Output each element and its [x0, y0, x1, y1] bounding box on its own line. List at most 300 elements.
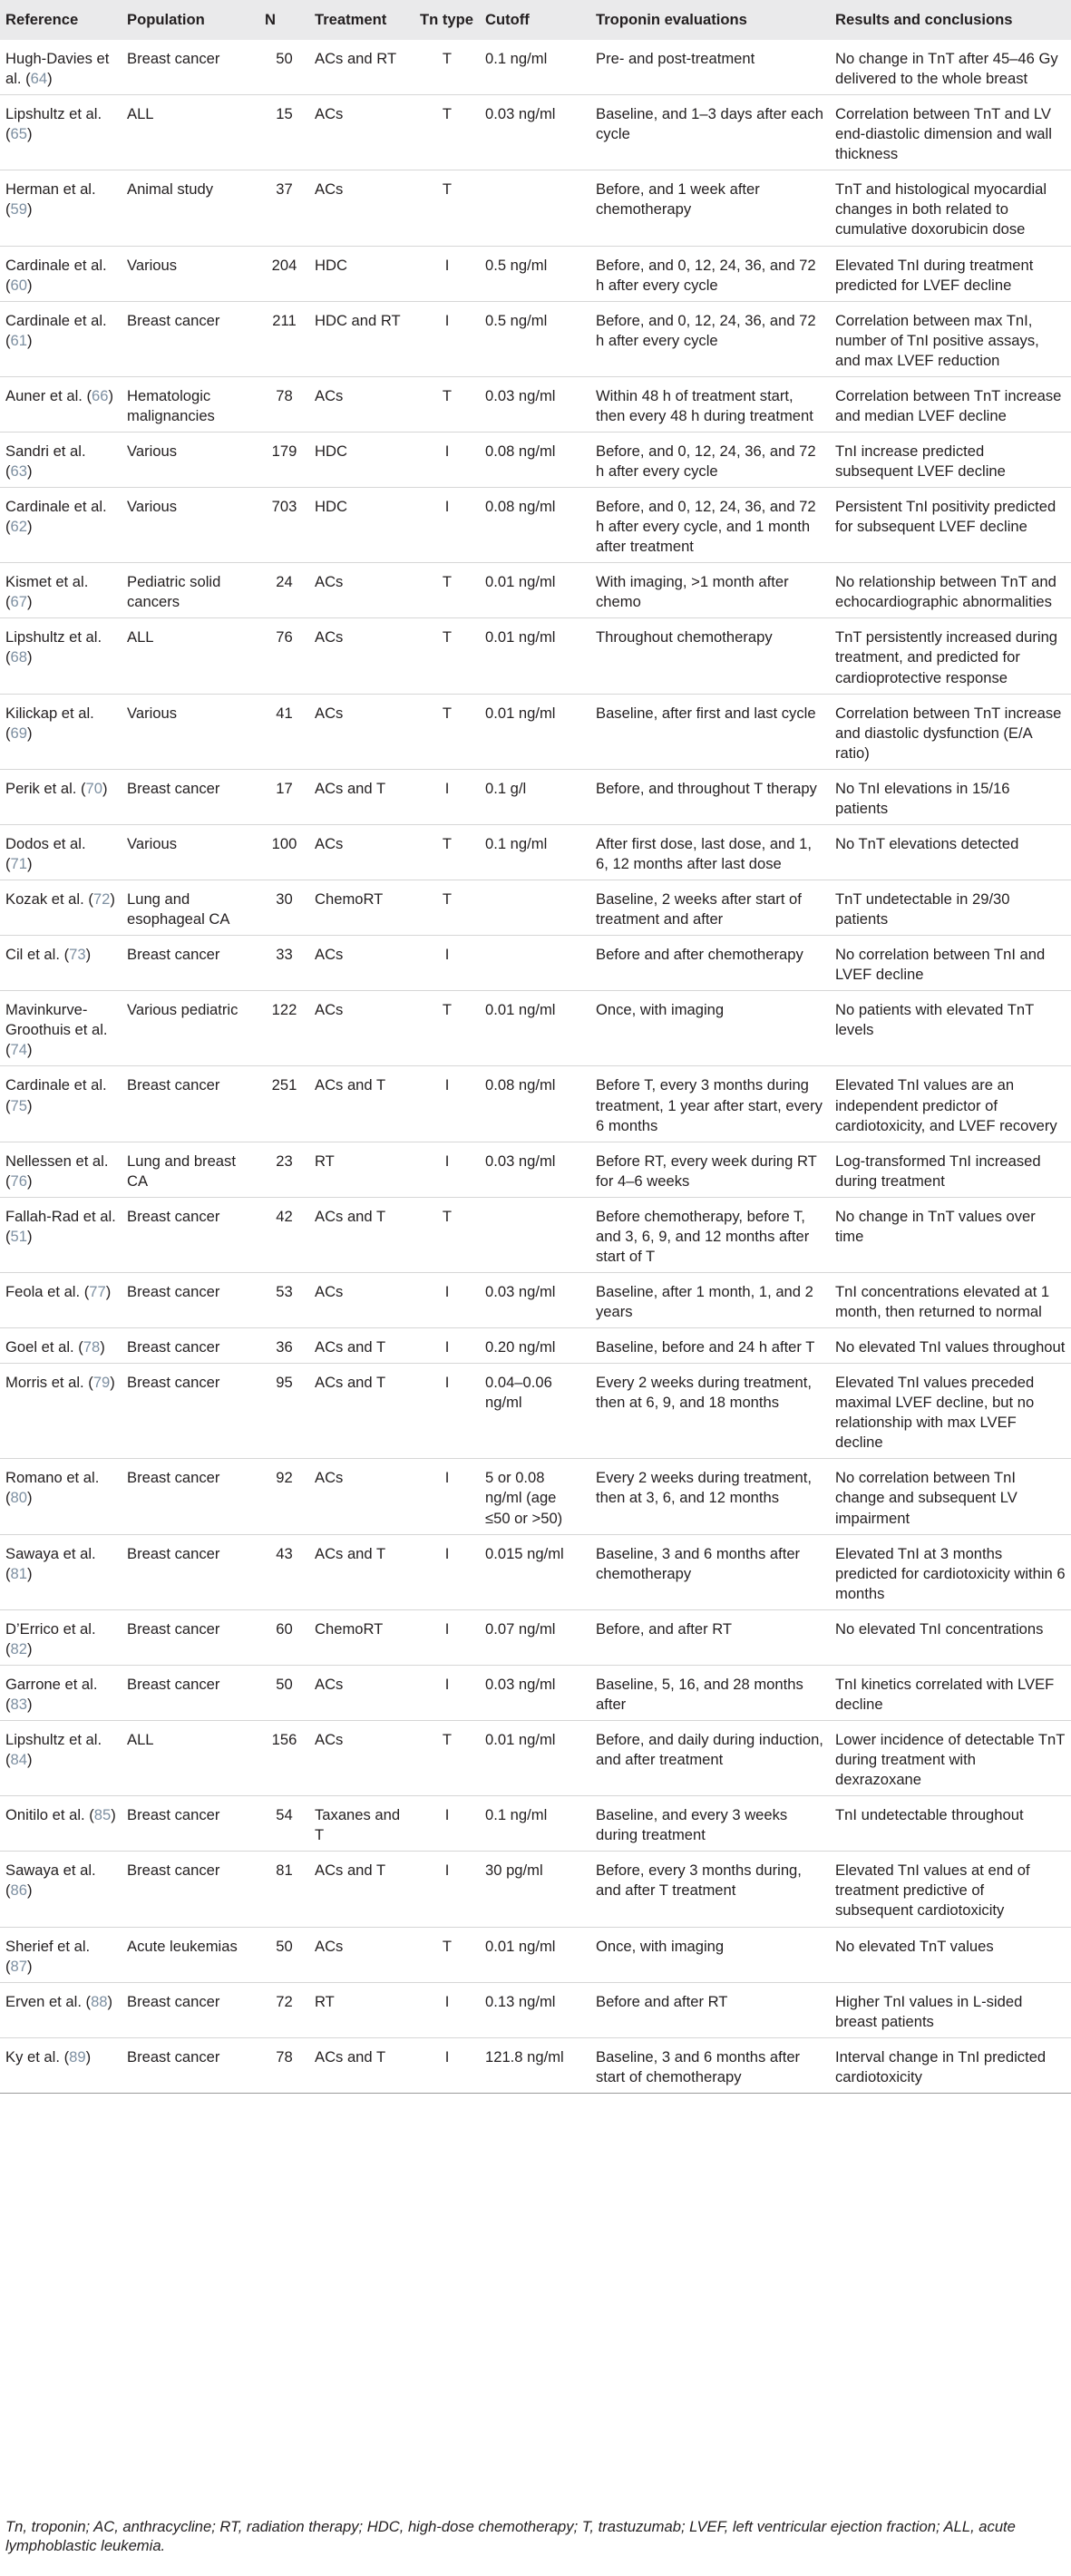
- cell-evaluations: With imaging, >1 month after chemo: [590, 563, 830, 618]
- cell-cutoff: 0.5 ng/ml: [480, 301, 590, 376]
- cell-reference: Cardinale et al. (75): [0, 1066, 122, 1142]
- reference-author: Sandri et al.: [5, 442, 86, 460]
- cell-population: Lung and breast CA: [122, 1142, 259, 1197]
- cell-tn-type: T: [414, 824, 480, 880]
- table-row: [0, 301, 1071, 376]
- cell-cutoff: 0.07 ng/ml: [480, 1609, 590, 1665]
- cell-reference: Cil et al. (73): [0, 936, 122, 991]
- cell-n: 17: [259, 769, 309, 824]
- cell-evaluations: Baseline, 3 and 6 months after chemotherapy: [590, 1534, 830, 1609]
- cell-results: Elevated TnI values at end of treatment predictive of subsequent cardiotoxicity: [830, 1852, 1071, 1927]
- cell-evaluations: Before and after chemotherapy: [590, 936, 830, 991]
- cell-results: TnT undetectable in 29/30 patients: [830, 880, 1071, 936]
- cell-n: 703: [259, 488, 309, 563]
- header-population: Population: [127, 10, 205, 28]
- table-row: [0, 1534, 1071, 1609]
- cell-results: Elevated TnI values preceded maximal LVEF decline, but no relationship with max LVEF decline: [830, 1364, 1071, 1459]
- cell-n: 78: [259, 2037, 309, 2093]
- cell-n: 72: [259, 1982, 309, 2037]
- table-row: [0, 1272, 1071, 1327]
- cell-n: 23: [259, 1142, 309, 1197]
- cell-evaluations: Before, and 0, 12, 24, 36, and 72 h after every cycle: [590, 246, 830, 301]
- table-row: [0, 1796, 1071, 1852]
- cell-n: 41: [259, 694, 309, 769]
- cell-population: Breast cancer: [122, 1796, 259, 1852]
- reference-number-link[interactable]: 69: [10, 724, 27, 742]
- cell-cutoff: 30 pg/ml: [480, 1852, 590, 1927]
- cell-n: 50: [259, 1665, 309, 1720]
- reference-number-link[interactable]: 84: [10, 1751, 27, 1769]
- cell-cutoff: 0.01 ng/ml: [480, 991, 590, 1066]
- cell-population: Breast cancer: [122, 1272, 259, 1327]
- cell-results: Persistent TnI positivity predicted for subsequent LVEF decline: [830, 488, 1071, 563]
- cell-reference: Fallah-Rad et al. (51): [0, 1197, 122, 1272]
- cell-results: Elevated TnI at 3 months predicted for cardiotoxicity within 6 months: [830, 1534, 1071, 1609]
- header-treatment: Treatment: [315, 10, 387, 28]
- cell-reference: Ky et al. (89): [0, 2037, 122, 2093]
- table-row: [0, 694, 1071, 769]
- cell-tn-type: T: [414, 991, 480, 1066]
- cell-population: Various: [122, 824, 259, 880]
- reference-number-link[interactable]: 79: [92, 1374, 111, 1392]
- reference-author: Feola et al.: [5, 1282, 81, 1300]
- cell-results: No correlation between TnI and LVEF decline: [830, 936, 1071, 991]
- reference-number-link[interactable]: 76: [10, 1171, 27, 1190]
- table-row: [0, 880, 1071, 936]
- cell-cutoff: 0.08 ng/ml: [480, 488, 590, 563]
- reference-author: Kilickap et al.: [5, 704, 94, 722]
- cell-population: Breast cancer: [122, 1609, 259, 1665]
- cell-cutoff: 0.03 ng/ml: [480, 376, 590, 432]
- cell-population: Various: [122, 694, 259, 769]
- cell-tn-type: I: [414, 769, 480, 824]
- table-row: [0, 936, 1071, 991]
- cell-results: Elevated TnI values are an independent predictor of cardiotoxicity, and LVEF recovery: [830, 1066, 1071, 1142]
- reference-author: Sherief et al.: [5, 1937, 91, 1955]
- cell-results: Interval change in TnI predicted cardiotoxicity: [830, 2037, 1071, 2093]
- cell-cutoff: 0.1 ng/ml: [480, 1796, 590, 1852]
- cell-n: 122: [259, 991, 309, 1066]
- cell-n: 211: [259, 301, 309, 376]
- cell-results: TnT persistently increased during treatment, and predicted for cardioprotective response: [830, 618, 1071, 694]
- cell-population: Lung and esophageal CA: [122, 880, 259, 936]
- cell-n: 81: [259, 1852, 309, 1927]
- cell-results: Higher TnI values in L-sided breast patients: [830, 1982, 1071, 2037]
- table-row: [0, 40, 1071, 95]
- reference-author: Lipshultz et al.: [5, 1731, 102, 1748]
- cell-cutoff: 0.08 ng/ml: [480, 1066, 590, 1142]
- reference-number-link[interactable]: 80: [10, 1489, 27, 1507]
- cell-n: 204: [259, 246, 309, 301]
- cell-reference: Lipshultz et al. (84): [0, 1721, 122, 1796]
- reference-number-link[interactable]: 77: [89, 1282, 106, 1300]
- table-row: [0, 246, 1071, 301]
- cell-reference: Feola et al. (77): [0, 1272, 122, 1327]
- cell-cutoff: 0.03 ng/ml: [480, 1665, 590, 1720]
- reference-number-link[interactable]: 83: [10, 1695, 27, 1713]
- reference-number-link[interactable]: 59: [10, 200, 27, 219]
- cell-treatment: ACs and T: [309, 1328, 414, 1364]
- cell-evaluations: Once, with imaging: [590, 1927, 830, 1982]
- cell-cutoff: 0.015 ng/ml: [480, 1534, 590, 1609]
- cell-population: Breast cancer: [122, 1982, 259, 2037]
- cell-reference: Erven et al. (88): [0, 1982, 122, 2037]
- cell-reference: Cardinale et al. (61): [0, 301, 122, 376]
- table-row: [0, 1142, 1071, 1197]
- cell-cutoff: [480, 936, 590, 991]
- cell-tn-type: T: [414, 376, 480, 432]
- reference-author: Kismet et al.: [5, 573, 89, 591]
- cell-n: 50: [259, 40, 309, 95]
- reference-number-link[interactable]: 88: [91, 1992, 108, 2010]
- cell-population: Various: [122, 246, 259, 301]
- table-row: [0, 618, 1071, 694]
- reference-author: Erven et al.: [5, 1992, 82, 2010]
- cell-n: 78: [259, 376, 309, 432]
- cell-treatment: ACs and RT: [309, 40, 414, 95]
- cell-results: TnT and histological myocardial changes in both related to cumulative doxorubicin dose: [830, 170, 1071, 246]
- cell-cutoff: 0.01 ng/ml: [480, 694, 590, 769]
- table-body: [0, 40, 1071, 2093]
- reference-number-link[interactable]: 75: [10, 1096, 27, 1114]
- cell-evaluations: Baseline, after first and last cycle: [590, 694, 830, 769]
- cell-population: Various: [122, 488, 259, 563]
- cell-results: Correlation between TnT and LV end-diastolic dimension and wall thickness: [830, 95, 1071, 170]
- header-reference: Reference: [5, 10, 79, 28]
- reference-number-link[interactable]: 89: [69, 2047, 86, 2066]
- cell-evaluations: Before chemotherapy, before T, and 3, 6, 9, and 12 months after start of T: [590, 1197, 830, 1272]
- cell-treatment: HDC: [309, 432, 414, 487]
- cell-treatment: ACs and T: [309, 2037, 414, 2093]
- cell-reference: Garrone et al. (83): [0, 1665, 122, 1720]
- cell-evaluations: Before, and 0, 12, 24, 36, and 72 h after every cycle, and 1 month after treatment: [590, 488, 830, 563]
- cell-population: ALL: [122, 95, 259, 170]
- cell-population: Breast cancer: [122, 1665, 259, 1720]
- cell-population: Breast cancer: [122, 301, 259, 376]
- cell-reference: Cardinale et al. (62): [0, 488, 122, 563]
- cell-n: 50: [259, 1927, 309, 1982]
- reference-author: Auner et al.: [5, 386, 83, 404]
- cell-tn-type: I: [414, 1364, 480, 1459]
- cell-tn-type: I: [414, 2037, 480, 2093]
- cell-reference: D’Errico et al. (82): [0, 1609, 122, 1665]
- cell-treatment: ACs: [309, 376, 414, 432]
- cell-results: Correlation between TnT increase and median LVEF decline: [830, 376, 1071, 432]
- reference-author: Garrone et al.: [5, 1675, 98, 1693]
- cell-results: TnI concentrations elevated at 1 month, then returned to normal: [830, 1272, 1071, 1327]
- reference-author: Kozak et al.: [5, 890, 84, 908]
- cell-evaluations: Throughout chemotherapy: [590, 618, 830, 694]
- cell-n: 60: [259, 1609, 309, 1665]
- reference-author: Hugh-Davies et al.: [5, 50, 110, 88]
- cell-n: 15: [259, 95, 309, 170]
- reference-number-link[interactable]: 85: [93, 1806, 112, 1824]
- table-row: [0, 563, 1071, 618]
- cell-population: Various: [122, 432, 259, 487]
- cell-n: 251: [259, 1066, 309, 1142]
- cell-n: 179: [259, 432, 309, 487]
- cell-results: Correlation between TnT increase and diastolic dysfunction (E/A ratio): [830, 694, 1071, 769]
- reference-author: Sawaya et al.: [5, 1862, 96, 1880]
- cell-tn-type: T: [414, 880, 480, 936]
- cell-evaluations: After first dose, last dose, and 1, 6, 12 months after last dose: [590, 824, 830, 880]
- cell-population: Breast cancer: [122, 1328, 259, 1364]
- cell-cutoff: 0.08 ng/ml: [480, 432, 590, 487]
- cell-evaluations: Baseline, 2 weeks after start of treatment and after: [590, 880, 830, 936]
- cell-results: TnI undetectable throughout: [830, 1796, 1071, 1852]
- cell-cutoff: 5 or 0.08 ng/ml (age ≤50 or >50): [480, 1459, 590, 1534]
- cell-reference: Dodos et al. (71): [0, 824, 122, 880]
- cell-tn-type: T: [414, 1197, 480, 1272]
- cell-treatment: ACs: [309, 991, 414, 1066]
- cell-evaluations: Before, and daily during induction, and after treatment: [590, 1721, 830, 1796]
- cell-population: Breast cancer: [122, 1364, 259, 1459]
- cell-treatment: ACs: [309, 694, 414, 769]
- cell-reference: Perik et al. (70): [0, 769, 122, 824]
- cell-population: Breast cancer: [122, 1852, 259, 1927]
- reference-number-link[interactable]: 71: [10, 854, 27, 872]
- cell-tn-type: I: [414, 1459, 480, 1534]
- cell-n: 37: [259, 170, 309, 246]
- cell-tn-type: I: [414, 1272, 480, 1327]
- cell-cutoff: [480, 1197, 590, 1272]
- cell-tn-type: I: [414, 1852, 480, 1927]
- table-row: [0, 1459, 1071, 1534]
- cell-treatment: ACs: [309, 1665, 414, 1720]
- cell-evaluations: Every 2 weeks during treatment, then at 3, 6, and 12 months: [590, 1459, 830, 1534]
- reference-number-link[interactable]: 68: [10, 648, 27, 666]
- cell-n: 156: [259, 1721, 309, 1796]
- cell-results: Log-transformed TnI increased during treatment: [830, 1142, 1071, 1197]
- cell-reference: Auner et al. (66): [0, 376, 122, 432]
- header-tn-type: Tn type: [420, 10, 474, 28]
- cell-tn-type: I: [414, 1328, 480, 1364]
- reference-author: Dodos et al.: [5, 834, 86, 852]
- reference-number-link[interactable]: 65: [10, 125, 27, 143]
- table-row: [0, 1609, 1071, 1665]
- reference-number-link[interactable]: 67: [10, 593, 27, 611]
- cell-results: No correlation between TnI change and subsequent LV impairment: [830, 1459, 1071, 1534]
- cell-n: 43: [259, 1534, 309, 1609]
- cell-results: No TnT elevations detected: [830, 824, 1071, 880]
- cell-tn-type: T: [414, 95, 480, 170]
- cell-tn-type: I: [414, 488, 480, 563]
- cell-treatment: HDC: [309, 488, 414, 563]
- cell-treatment: ACs: [309, 95, 414, 170]
- cell-n: 30: [259, 880, 309, 936]
- reference-number-link[interactable]: 60: [10, 276, 27, 294]
- cell-tn-type: I: [414, 1609, 480, 1665]
- cell-tn-type: I: [414, 1982, 480, 2037]
- cell-treatment: ACs: [309, 1459, 414, 1534]
- table-row: [0, 1364, 1071, 1459]
- cell-tn-type: T: [414, 618, 480, 694]
- cell-results: No elevated TnT values: [830, 1927, 1071, 1982]
- header-results: Results and conclusions: [835, 10, 1013, 28]
- cell-population: Breast cancer: [122, 1534, 259, 1609]
- cell-cutoff: 0.03 ng/ml: [480, 1272, 590, 1327]
- reference-number-link[interactable]: 64: [30, 70, 48, 88]
- reference-number-link[interactable]: 63: [10, 462, 27, 480]
- cell-population: Breast cancer: [122, 1197, 259, 1272]
- cell-reference: Romano et al. (80): [0, 1459, 122, 1534]
- cell-treatment: ChemoRT: [309, 1609, 414, 1665]
- cell-tn-type: T: [414, 694, 480, 769]
- cell-cutoff: 0.1 g/l: [480, 769, 590, 824]
- cell-evaluations: Before, every 3 months during, and after T treatment: [590, 1852, 830, 1927]
- cell-results: Correlation between max TnI, number of TnI positive assays, and max LVEF reduction: [830, 301, 1071, 376]
- cell-evaluations: Baseline, 5, 16, and 28 months after: [590, 1665, 830, 1720]
- cell-n: 100: [259, 824, 309, 880]
- cell-results: TnI increase predicted subsequent LVEF decline: [830, 432, 1071, 487]
- cell-population: Breast cancer: [122, 1066, 259, 1142]
- table-header: [0, 0, 1071, 40]
- reference-number-link[interactable]: 87: [10, 1957, 27, 1975]
- cell-reference: Nellessen et al. (76): [0, 1142, 122, 1197]
- reference-number-link[interactable]: 70: [85, 779, 103, 797]
- reference-author: Lipshultz et al.: [5, 628, 102, 646]
- reference-author: Cardinale et al.: [5, 1076, 107, 1094]
- cell-tn-type: I: [414, 432, 480, 487]
- cell-treatment: HDC: [309, 246, 414, 301]
- cell-tn-type: T: [414, 563, 480, 618]
- cell-cutoff: 121.8 ng/ml: [480, 2037, 590, 2093]
- cell-treatment: ACs and T: [309, 1197, 414, 1272]
- cell-results: No elevated TnI concentrations: [830, 1609, 1071, 1665]
- reference-author: Perik et al.: [5, 779, 77, 797]
- cell-reference: Mavinkurve-Groothuis et al. (74): [0, 991, 122, 1066]
- cell-tn-type: I: [414, 301, 480, 376]
- reference-author: Mavinkurve-Groothuis et al.: [5, 1001, 108, 1039]
- cell-cutoff: 0.01 ng/ml: [480, 563, 590, 618]
- reference-number-link[interactable]: 73: [69, 946, 86, 964]
- cell-population: ALL: [122, 1721, 259, 1796]
- cell-n: 33: [259, 936, 309, 991]
- cell-tn-type: I: [414, 936, 480, 991]
- cell-tn-type: I: [414, 1534, 480, 1609]
- cell-reference: Cardinale et al. (60): [0, 246, 122, 301]
- cell-cutoff: 0.1 ng/ml: [480, 824, 590, 880]
- cell-results: No elevated TnI values throughout: [830, 1328, 1071, 1364]
- cell-evaluations: Baseline, 3 and 6 months after start of chemotherapy: [590, 2037, 830, 2093]
- cell-evaluations: Baseline, after 1 month, 1, and 2 years: [590, 1272, 830, 1327]
- reference-number-link[interactable]: 51: [10, 1227, 27, 1245]
- cell-evaluations: Before, and 0, 12, 24, 36, and 72 h after every cycle: [590, 301, 830, 376]
- cell-tn-type: I: [414, 246, 480, 301]
- cell-evaluations: Before T, every 3 months during treatment, 1 year after start, every 6 months: [590, 1066, 830, 1142]
- cell-tn-type: T: [414, 1927, 480, 1982]
- cell-cutoff: 0.13 ng/ml: [480, 1982, 590, 2037]
- cell-treatment: ACs: [309, 1272, 414, 1327]
- cell-n: 53: [259, 1272, 309, 1327]
- cell-cutoff: 0.03 ng/ml: [480, 95, 590, 170]
- cell-n: 92: [259, 1459, 309, 1534]
- table-row: [0, 1982, 1071, 2037]
- reference-number-link[interactable]: 86: [10, 1881, 27, 1900]
- cell-reference: Kismet et al. (67): [0, 563, 122, 618]
- reference-number-link[interactable]: 78: [83, 1338, 101, 1356]
- cell-tn-type: T: [414, 40, 480, 95]
- reference-number-link[interactable]: 82: [10, 1639, 27, 1657]
- reference-number-link[interactable]: 62: [10, 518, 27, 536]
- header-n: N: [265, 10, 276, 28]
- header-row: [0, 0, 1071, 40]
- cell-treatment: Taxanes and T: [309, 1796, 414, 1852]
- reference-number-link[interactable]: 74: [10, 1041, 27, 1059]
- cell-reference: Morris et al. (79): [0, 1364, 122, 1459]
- cell-reference: Kilickap et al. (69): [0, 694, 122, 769]
- table-row: [0, 1328, 1071, 1364]
- cell-treatment: RT: [309, 1142, 414, 1197]
- cell-evaluations: Before, and 1 week after chemotherapy: [590, 170, 830, 246]
- cell-reference: Sandri et al. (63): [0, 432, 122, 487]
- cell-population: Breast cancer: [122, 2037, 259, 2093]
- cell-reference: Lipshultz et al. (65): [0, 95, 122, 170]
- cell-population: Hematologic malignancies: [122, 376, 259, 432]
- cell-treatment: HDC and RT: [309, 301, 414, 376]
- table-row: [0, 376, 1071, 432]
- cell-cutoff: 0.01 ng/ml: [480, 1721, 590, 1796]
- cell-tn-type: I: [414, 1066, 480, 1142]
- table-row: [0, 1927, 1071, 1982]
- cell-tn-type: I: [414, 1142, 480, 1197]
- cell-treatment: ACs and T: [309, 1852, 414, 1927]
- cell-results: No change in TnT after 45–46 Gy delivered to the whole breast: [830, 40, 1071, 95]
- cell-population: Breast cancer: [122, 40, 259, 95]
- reference-number-link[interactable]: 61: [10, 331, 27, 349]
- reference-number-link[interactable]: 66: [92, 386, 109, 404]
- cell-treatment: ACs and T: [309, 1534, 414, 1609]
- cell-evaluations: Before, and throughout T therapy: [590, 769, 830, 824]
- cell-n: 36: [259, 1328, 309, 1364]
- cell-cutoff: 0.20 ng/ml: [480, 1328, 590, 1364]
- cell-cutoff: 0.01 ng/ml: [480, 1927, 590, 1982]
- cell-treatment: ACs and T: [309, 1066, 414, 1142]
- reference-author: Morris et al.: [5, 1374, 84, 1392]
- cell-evaluations: Baseline, before and 24 h after T: [590, 1328, 830, 1364]
- cell-treatment: RT: [309, 1982, 414, 2037]
- cell-reference: Lipshultz et al. (68): [0, 618, 122, 694]
- reference-number-link[interactable]: 81: [10, 1564, 27, 1582]
- cell-tn-type: T: [414, 1721, 480, 1796]
- cell-treatment: ACs: [309, 824, 414, 880]
- table-row: [0, 170, 1071, 246]
- cell-n: 42: [259, 1197, 309, 1272]
- cell-reference: Goel et al. (78): [0, 1328, 122, 1364]
- cell-reference: Onitilo et al. (85): [0, 1796, 122, 1852]
- reference-author: Onitilo et al.: [5, 1806, 85, 1824]
- table-row: [0, 1852, 1071, 1927]
- cell-tn-type: I: [414, 1796, 480, 1852]
- cell-evaluations: Before RT, every week during RT for 4–6 weeks: [590, 1142, 830, 1197]
- table-row: [0, 488, 1071, 563]
- cell-cutoff: [480, 880, 590, 936]
- reference-author: Fallah-Rad et al.: [5, 1207, 116, 1225]
- cell-treatment: ACs: [309, 170, 414, 246]
- cell-n: 24: [259, 563, 309, 618]
- reference-number-link[interactable]: 72: [92, 890, 111, 908]
- cell-treatment: ACs: [309, 1927, 414, 1982]
- table-row: [0, 824, 1071, 880]
- reference-author: Nellessen et al.: [5, 1152, 109, 1170]
- reference-author: Herman et al.: [5, 180, 96, 199]
- cell-treatment: ACs: [309, 618, 414, 694]
- table-row: [0, 1721, 1071, 1796]
- cell-n: 95: [259, 1364, 309, 1459]
- cell-evaluations: Before and after RT: [590, 1982, 830, 2037]
- reference-author: Cardinale et al.: [5, 498, 107, 516]
- cell-reference: Kozak et al. (72): [0, 880, 122, 936]
